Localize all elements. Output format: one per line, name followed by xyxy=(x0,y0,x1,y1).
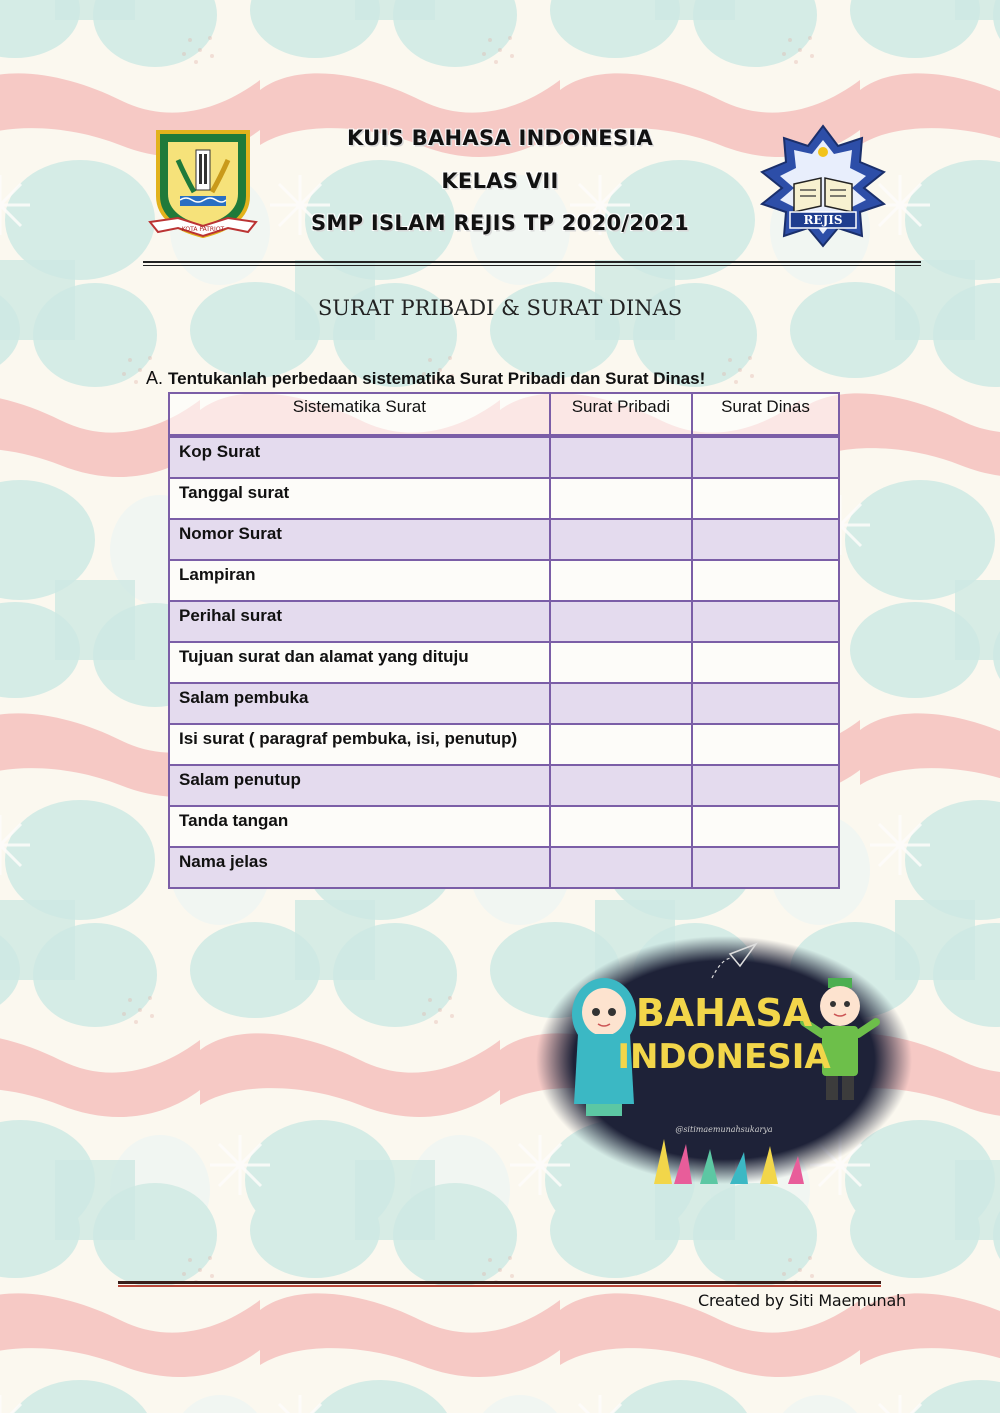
answer-cell-official[interactable] xyxy=(692,765,839,806)
banner-handle: @sitimaemunahsukarya xyxy=(675,1125,773,1134)
comparison-table xyxy=(168,392,840,889)
answer-input-official[interactable] xyxy=(693,766,838,805)
table-row xyxy=(169,847,839,888)
answer-input-official[interactable] xyxy=(693,643,838,682)
footer-divider-accent xyxy=(118,1285,881,1287)
school-year-label: SMP ISLAM REJIS TP 2020/2021 xyxy=(310,211,690,235)
bahasa-indonesia-banner xyxy=(534,934,914,1186)
table-header-row xyxy=(169,393,839,436)
answer-cell-personal[interactable] xyxy=(550,765,692,806)
author-credit: Created by Siti Maemunah xyxy=(698,1291,906,1310)
answer-input-official[interactable] xyxy=(693,602,838,641)
answer-input-official[interactable] xyxy=(693,807,838,846)
row-label: Lampiran xyxy=(169,560,550,601)
row-label: Tanda tangan xyxy=(169,806,550,847)
table-row xyxy=(169,519,839,560)
answer-input-official[interactable] xyxy=(693,520,838,559)
answer-input-personal[interactable] xyxy=(551,684,691,723)
banner-title-line1: BAHASA xyxy=(635,991,813,1035)
answer-input-personal[interactable] xyxy=(551,807,691,846)
answer-cell-personal[interactable] xyxy=(550,847,692,888)
row-label: Kop Surat xyxy=(169,436,550,478)
answer-cell-official[interactable] xyxy=(692,519,839,560)
question-letter: A. xyxy=(146,368,164,388)
answer-cell-personal[interactable] xyxy=(550,478,692,519)
answer-cell-personal[interactable] xyxy=(550,601,692,642)
row-label: Nomor Surat xyxy=(169,519,550,560)
row-label: Salam penutup xyxy=(169,765,550,806)
answer-input-official[interactable] xyxy=(693,479,838,518)
footer-divider xyxy=(118,1281,881,1284)
table-row xyxy=(169,601,839,642)
answer-cell-official[interactable] xyxy=(692,601,839,642)
answer-cell-personal[interactable] xyxy=(550,642,692,683)
answer-cell-official[interactable] xyxy=(692,642,839,683)
answer-cell-official[interactable] xyxy=(692,560,839,601)
answer-input-official[interactable] xyxy=(693,684,838,723)
answer-input-personal[interactable] xyxy=(551,725,691,764)
table-row xyxy=(169,806,839,847)
answer-input-official[interactable] xyxy=(693,848,838,887)
row-label: Nama jelas xyxy=(169,847,550,888)
row-label: Tujuan surat dan alamat yang dituju xyxy=(169,642,550,683)
answer-input-personal[interactable] xyxy=(551,479,691,518)
answer-cell-official[interactable] xyxy=(692,847,839,888)
question-instruction xyxy=(146,368,705,389)
table-row xyxy=(169,436,839,478)
answer-cell-personal[interactable] xyxy=(550,724,692,765)
column-header-official-letter: Surat Dinas xyxy=(692,393,839,436)
answer-cell-personal[interactable] xyxy=(550,806,692,847)
answer-cell-personal[interactable] xyxy=(550,560,692,601)
answer-cell-personal[interactable] xyxy=(550,519,692,560)
banner-title-line2: INDONESIA xyxy=(617,1037,831,1077)
answer-input-personal[interactable] xyxy=(551,848,691,887)
table-row xyxy=(169,724,839,765)
answer-cell-personal[interactable] xyxy=(550,683,692,724)
answer-cell-official[interactable] xyxy=(692,478,839,519)
answer-cell-official[interactable] xyxy=(692,436,839,478)
row-label: Isi surat ( paragraf pembuka, isi, penutup) xyxy=(169,724,550,765)
page-subtitle: SURAT PRIBADI & SURAT DINAS xyxy=(317,296,683,320)
table-row xyxy=(169,765,839,806)
quiz-title: KUIS BAHASA INDONESIA xyxy=(346,126,654,150)
column-header-systematics: Sistematika Surat xyxy=(169,393,550,436)
table-row xyxy=(169,683,839,724)
answer-input-personal[interactable] xyxy=(551,561,691,600)
left-logo-banner: KOTA PATRIOT xyxy=(181,226,225,233)
answer-input-official[interactable] xyxy=(693,438,838,477)
class-label: KELAS VII xyxy=(441,169,559,193)
column-header-personal-letter: Surat Pribadi xyxy=(550,393,692,436)
answer-input-personal[interactable] xyxy=(551,438,691,477)
answer-cell-official[interactable] xyxy=(692,683,839,724)
answer-input-personal[interactable] xyxy=(551,520,691,559)
answer-cell-personal[interactable] xyxy=(550,436,692,478)
answer-input-personal[interactable] xyxy=(551,643,691,682)
answer-cell-official[interactable] xyxy=(692,724,839,765)
table-row xyxy=(169,560,839,601)
question-text: Tentukanlah perbedaan sistematika Surat Pribadi dan Surat Dinas! xyxy=(168,369,706,388)
row-label: Salam pembuka xyxy=(169,683,550,724)
answer-input-official[interactable] xyxy=(693,561,838,600)
header-divider-thin xyxy=(143,265,921,266)
table-row xyxy=(169,642,839,683)
right-logo-banner: REJIS xyxy=(803,213,843,227)
header-divider xyxy=(143,261,921,263)
table-row xyxy=(169,478,839,519)
row-label: Tanggal surat xyxy=(169,478,550,519)
answer-cell-official[interactable] xyxy=(692,806,839,847)
answer-input-personal[interactable] xyxy=(551,766,691,805)
answer-input-personal[interactable] xyxy=(551,602,691,641)
row-label: Perihal surat xyxy=(169,601,550,642)
answer-input-official[interactable] xyxy=(693,725,838,764)
